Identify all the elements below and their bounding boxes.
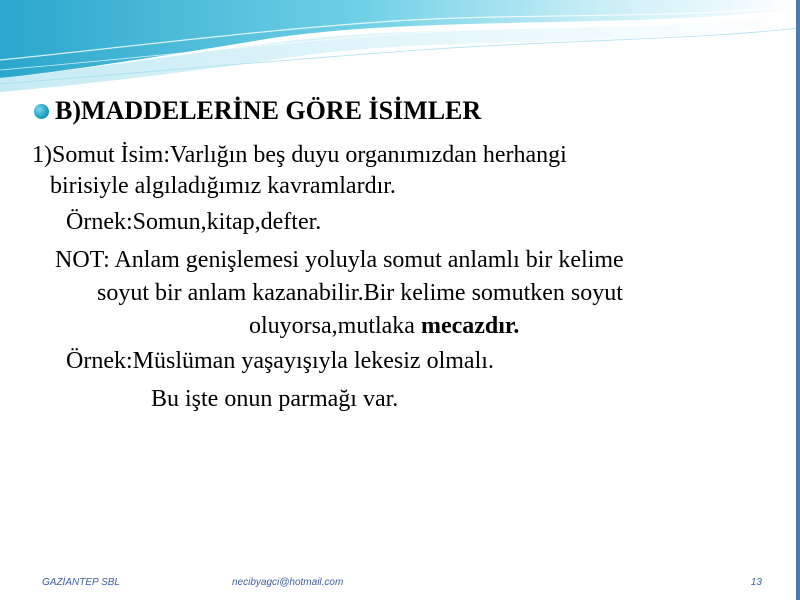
item1-line1: 1)Somut İsim:Varlığın beş duyu organımızdan herhangi [32, 142, 567, 168]
heading-text: B)MADDELERİNE GÖRE İSİMLER [55, 96, 482, 125]
right-edge-bar [796, 0, 800, 600]
page-number: 13 [750, 577, 762, 588]
note-line1: NOT: Anlam genişlemesi yoluyla somut anlamlı bir kelime [55, 247, 624, 273]
footer-email: necibyagci@hotmail.com [232, 577, 344, 588]
footer-left-text: GAZİANTEP SBL [42, 577, 120, 588]
example2-line2: Bu işte onun parmağı var. [151, 386, 399, 412]
example2-line1: Örnek:Müslüman yaşayışıyla lekesiz olmalı. [66, 348, 494, 374]
header-wave-decoration [0, 0, 800, 95]
teal-sphere-bullet-icon [34, 104, 49, 119]
slide-heading [34, 96, 481, 126]
note-keyword-mecazdir: mecazdır. [420, 313, 520, 339]
note-line3 [249, 310, 519, 342]
note-line3-start: oluyorsa,mutlaka [249, 313, 421, 339]
item1-line2: birisiyle algıladığımız kavramlardır. [50, 173, 396, 199]
note-line2: soyut bir anlam kazanabilir.Bir kelime somutken soyut [97, 280, 623, 306]
example1: Örnek:Somun,kitap,defter. [66, 209, 322, 235]
